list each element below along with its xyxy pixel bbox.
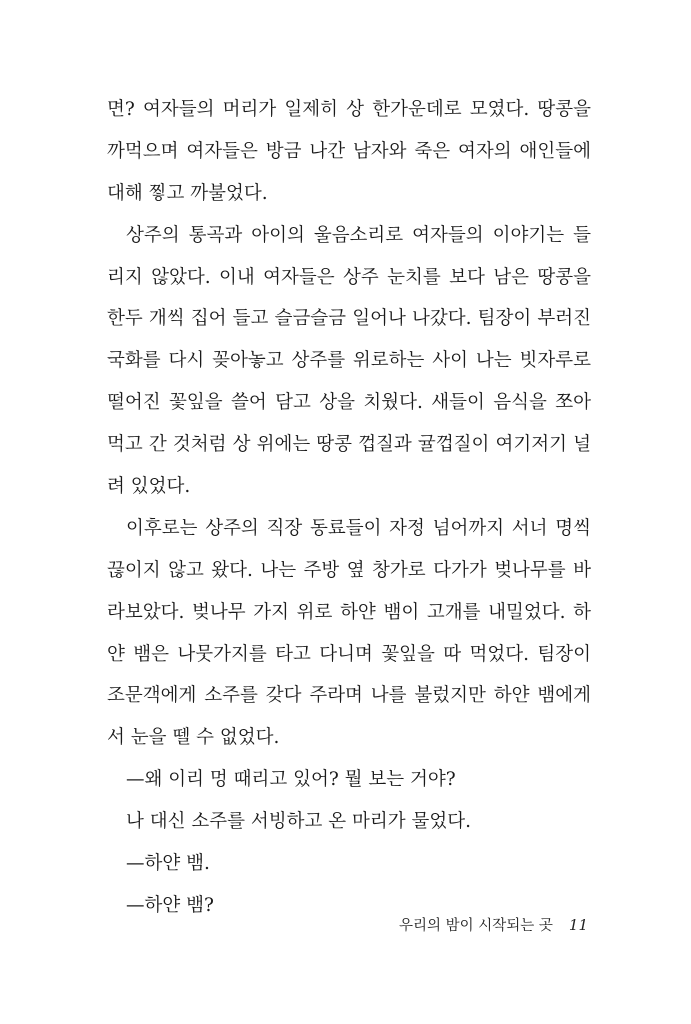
text-line: 이후로는 상주의 직장 동료들이 자정 넘어까지 서너 명씩 bbox=[126, 517, 591, 539]
text-line: —하얀 뱀. bbox=[126, 853, 210, 875]
text-line: 먹고 간 것처럼 상 위에는 땅콩 껍질과 귤껍질이 여기저기 널 bbox=[107, 434, 591, 456]
body-text bbox=[107, 89, 591, 927]
text-line: 나 대신 소주를 서빙하고 온 마리가 물었다. bbox=[126, 811, 471, 833]
text-line: 려 있었다. bbox=[107, 476, 191, 498]
text-line: 한두 개씩 집어 들고 슬금슬금 일어나 나갔다. 팀장이 부러진 bbox=[107, 308, 591, 330]
page-footer bbox=[399, 914, 588, 935]
text-line: —왜 이리 멍 때리고 있어? 뭘 보는 거야? bbox=[126, 769, 456, 791]
text-line: 얀 뱀은 나뭇가지를 타고 다니며 꽃잎을 따 먹었다. 팀장이 bbox=[107, 643, 591, 665]
text-line: —하얀 뱀? bbox=[126, 894, 214, 916]
text-line: 상주의 통곡과 아이의 울음소리로 여자들의 이야기는 들 bbox=[126, 224, 591, 246]
text-line: 라보았다. 벚나무 가지 위로 하얀 뱀이 고개를 내밀었다. 하 bbox=[107, 601, 591, 623]
text-line: 리지 않았다. 이내 여자들은 상주 눈치를 보다 남은 땅콩을 bbox=[107, 266, 591, 288]
page-number: 11 bbox=[568, 916, 588, 934]
text-line: 대해 찧고 까불었다. bbox=[107, 182, 268, 204]
text-line: 면? 여자들의 머리가 일제히 상 한가운데로 모였다. 땅콩을 bbox=[107, 99, 591, 120]
text-line: 국화를 다시 꽂아놓고 상주를 위로하는 사이 나는 빗자루로 bbox=[107, 350, 591, 372]
running-title: 우리의 밤이 시작되는 곳 bbox=[399, 918, 553, 934]
text-line: 조문객에게 소주를 갖다 주라며 나를 불렀지만 하얀 뱀에게 bbox=[107, 685, 591, 707]
text-line: 까먹으며 여자들은 방금 나간 남자와 죽은 여자의 애인들에 bbox=[107, 140, 591, 162]
text-line: 끊이지 않고 왔다. 나는 주방 옆 창가로 다가가 벚나무를 바 bbox=[107, 559, 591, 581]
text-line: 떨어진 꽃잎을 쓸어 담고 상을 치웠다. 새들이 음식을 쪼아 bbox=[107, 392, 591, 414]
text-line: 서 눈을 뗄 수 없었다. bbox=[107, 727, 280, 749]
